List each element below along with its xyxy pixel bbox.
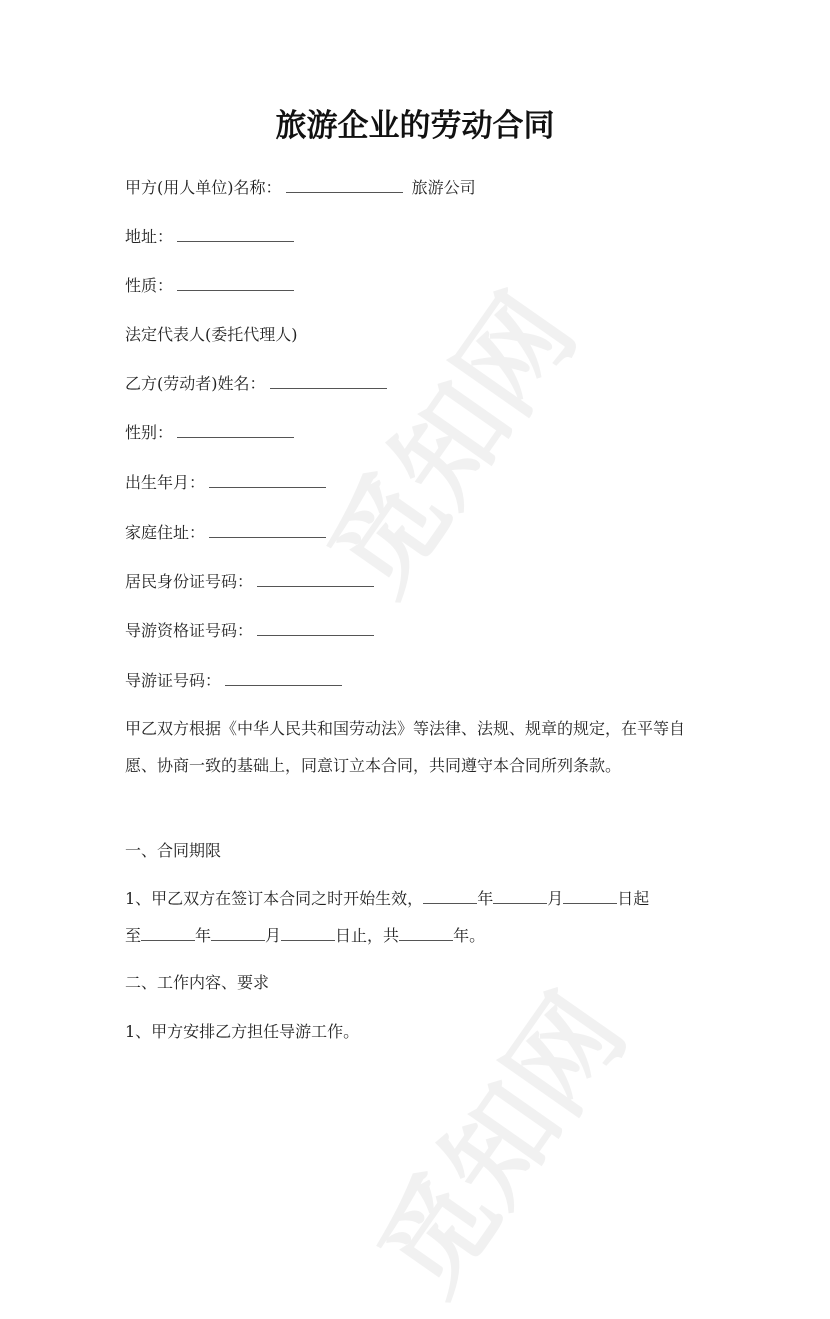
blank-line bbox=[270, 374, 387, 389]
blank-line bbox=[399, 926, 453, 941]
clause-text: 月 bbox=[265, 925, 282, 945]
clause-text: 年 bbox=[195, 925, 212, 945]
field-gender bbox=[125, 423, 298, 443]
field-legal-rep bbox=[125, 325, 298, 345]
field-birth bbox=[125, 473, 330, 493]
clause-duty: 1、甲方安排乙方担任导游工作。 bbox=[125, 1022, 360, 1041]
field-label: 法定代表人(委托代理人) bbox=[125, 325, 298, 344]
clause-text: 年。 bbox=[453, 925, 486, 945]
blank-line bbox=[257, 621, 374, 636]
clause-text: 月 bbox=[547, 889, 564, 908]
field-label: 甲方(用人单位)名称： bbox=[125, 178, 282, 197]
blank-line bbox=[141, 926, 195, 941]
field-employee-name bbox=[125, 374, 391, 394]
blank-line bbox=[563, 889, 617, 904]
field-label: 导游证号码： bbox=[125, 671, 222, 690]
clause-text: 年 bbox=[477, 889, 494, 908]
field-label: 居民身份证号码： bbox=[125, 572, 254, 591]
field-employer-name bbox=[125, 178, 476, 198]
blank-line bbox=[493, 889, 547, 904]
blank-line bbox=[209, 473, 326, 488]
field-home-address bbox=[125, 523, 330, 543]
field-value: 旅游公司 bbox=[411, 178, 476, 197]
watermark: 觅知网 bbox=[304, 271, 600, 617]
blank-line bbox=[257, 572, 374, 587]
field-label: 性别： bbox=[125, 423, 174, 442]
blank-line bbox=[225, 671, 342, 686]
blank-line bbox=[211, 926, 265, 941]
blank-line bbox=[423, 889, 477, 904]
clause-text: 日起 bbox=[617, 889, 650, 908]
blank-line bbox=[177, 276, 294, 291]
blank-line bbox=[177, 227, 294, 242]
section-heading: 二、工作内容、要求 bbox=[125, 973, 270, 992]
clause-text: 1、甲乙双方在签订本合同之时开始生效， bbox=[125, 889, 424, 908]
watermark: 觅知网 bbox=[354, 971, 650, 1317]
blank-line bbox=[281, 926, 335, 941]
blank-line bbox=[286, 178, 403, 193]
field-label: 导游资格证号码： bbox=[125, 621, 254, 640]
field-guide-qualification bbox=[125, 621, 378, 641]
field-label: 家庭住址： bbox=[125, 523, 206, 542]
blank-line bbox=[209, 523, 326, 538]
clause-term bbox=[125, 881, 715, 954]
field-nature bbox=[125, 276, 298, 296]
field-label: 出生年月： bbox=[125, 473, 206, 492]
field-label: 性质： bbox=[125, 276, 174, 295]
field-guide-license bbox=[125, 671, 346, 691]
section-heading: 一、合同期限 bbox=[125, 841, 222, 860]
blank-line bbox=[177, 423, 294, 438]
document-title: 旅游企业的劳动合同 bbox=[275, 108, 555, 144]
field-label: 乙方(劳动者)姓名： bbox=[125, 374, 266, 393]
field-label: 地址： bbox=[125, 227, 174, 246]
field-address bbox=[125, 227, 298, 247]
intro-paragraph: 甲乙双方根据《中华人民共和国劳动法》等法律、法规、规章的规定，在平等自愿、协商一致的基础上，同意订立本合同，共同遵守本合同所列条款。 bbox=[125, 719, 686, 775]
clause-text: 日止，共 bbox=[335, 925, 400, 945]
clause-text: 至 bbox=[125, 925, 142, 945]
field-id-number bbox=[125, 572, 378, 592]
